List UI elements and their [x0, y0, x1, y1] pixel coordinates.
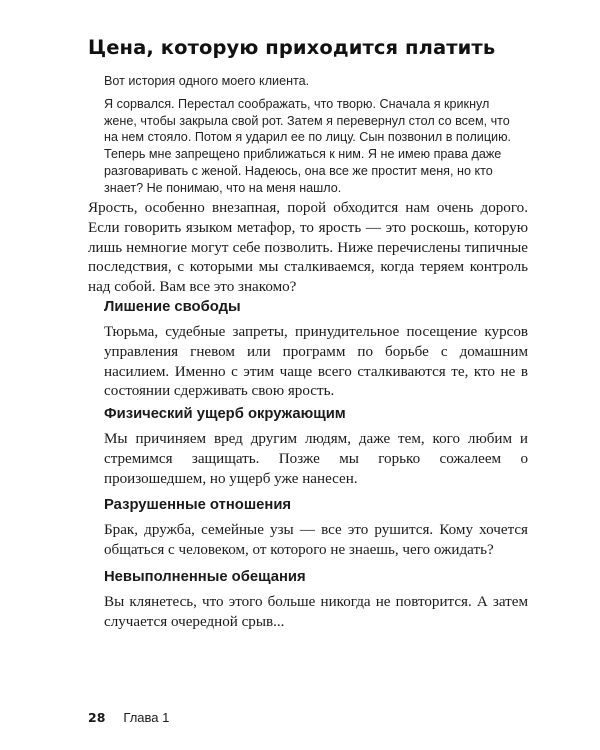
intro-paragraph: Ярость, особенно внезапная, порой обходится нам очень дорого. Если говорить языком метафор, то ярость — это роскошь, которую лишь немногие могут себе позволить. Ниже перечислены типичные последствия, с которыми мы сталкиваемся, когда теряем контроль над собой. Вам все это знакомо?	[88, 200, 528, 296]
client-quote: Я сорвался. Перестал соображать, что творю. Сначала я крикнул жене, чтобы закрыла свой рот. Затем я перевернул стол со всем, что на нем стояло. Потом я ударил ее по лицу. Сын позвонил в полицию. Теперь мне запрещено приближаться к ним. Я не имею права даже разговаривать с женой. Надеюсь, она все же простит меня, но кто знает? Не понимаю, что на меня нашло.	[104, 97, 512, 195]
section-text-loss-of-freedom: Тюрьма, судебные запреты, принудительное посещение курсов управления гневом или программ по борьбе с домашним насилием. Именно с этим чаще всего сталкиваются те, кто не в состоянии сдерживать свою ярость.	[104, 324, 528, 400]
section-heading-loss-of-freedom: Лишение свободы	[104, 299, 241, 315]
section-text-physical-harm: Мы причиняем вред другим людям, даже тем, кого любим и стремимся защищать. Позже мы горько сожалеем о произошедшем, но ущерб уже нанесен.	[104, 431, 528, 487]
section-heading-physical-harm: Физический ущерб окружающим	[104, 406, 346, 422]
story-intro: Вот история одного моего клиента.	[104, 74, 310, 88]
section-text-broken-promises: Вы клянетесь, что этого больше никогда не повторится. А затем случается очередной срыв...	[104, 594, 528, 630]
section-heading-broken-promises: Невыполненные обещания	[104, 569, 306, 585]
page-number: 28	[88, 710, 106, 725]
section-text-broken-relationships: Брак, дружба, семейные узы — все это рушится. Кому хочется общаться с человеком, от которого не знаешь, чего ожидать?	[104, 522, 528, 558]
section-heading-broken-relationships: Разрушенные отношения	[104, 497, 292, 513]
page-footer	[88, 710, 169, 725]
chapter-label: Глава 1	[123, 710, 170, 725]
page-title: Цена, которую приходится платить	[88, 36, 496, 59]
